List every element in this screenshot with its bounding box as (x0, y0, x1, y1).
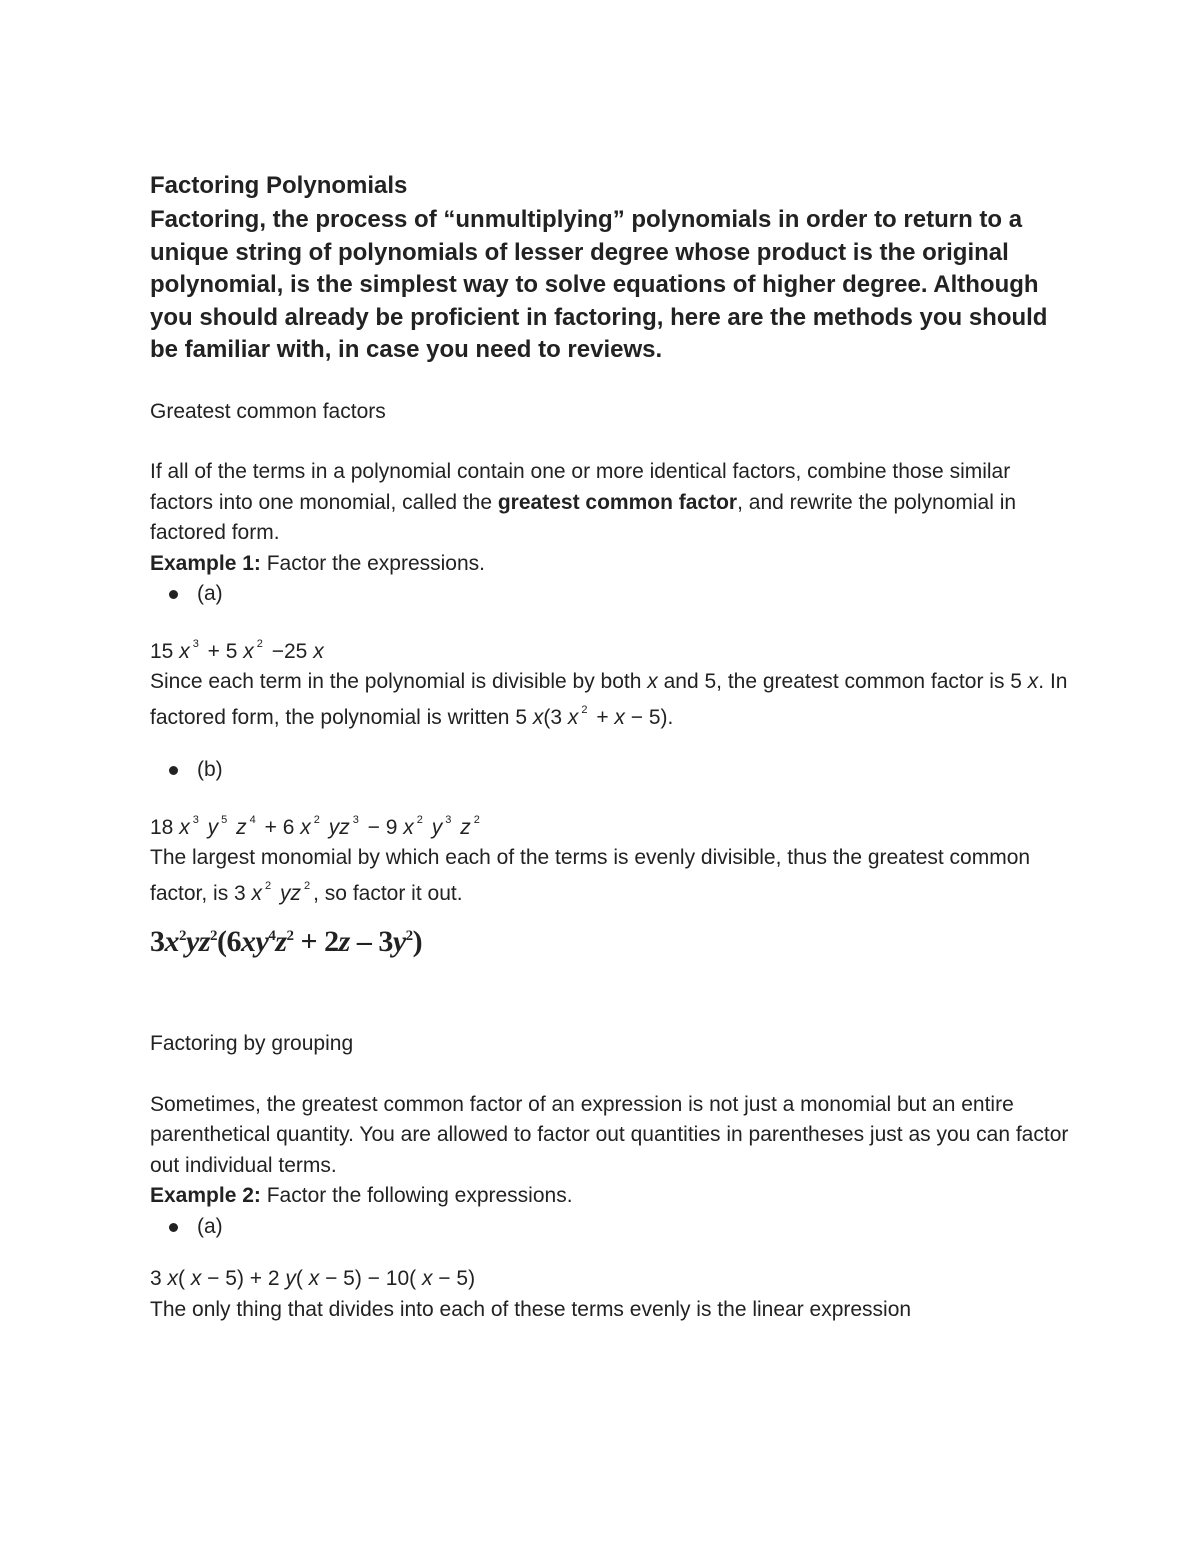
section-heading-grouping: Factoring by grouping (150, 1032, 354, 1055)
list-item-2a (150, 1212, 1070, 1243)
example-1-text: Factor the expressions. (260, 551, 485, 575)
bullet-icon (169, 1223, 178, 1232)
expression-1b: 18 x $^3$ y $^5$ z $^4$ + 6 x $^2$ yz $^3$ − 9 x $^2$ y $^3$ z $^2$ (150, 813, 480, 839)
example-2-label: Example 2: (150, 1184, 261, 1207)
gcf-paragraph (150, 457, 1070, 549)
list-item-label: (b) (197, 758, 223, 781)
section-heading-gcf: Greatest common factors (150, 399, 386, 423)
explanation-text: The largest monomial by which each of the terms is evenly divisible, thus the greatest common factor, is 3 (150, 846, 1031, 905)
expression-1a: 15 x $^3$ + 5 x $^2$ −25 x (150, 637, 324, 663)
expression-2a: 3 x( x − 5) + 2 y( x − 5) − 10( x − 5) (150, 1267, 476, 1290)
example-1-label: Example 1: (150, 551, 261, 575)
page-title: Factoring Polynomials (150, 172, 408, 199)
example-2-line (150, 1181, 1070, 1212)
gcf-term: greatest common factor (497, 490, 738, 514)
variable-x: x (647, 670, 658, 693)
gcf-paragraph-text-end: , and rewrite the polynomial in factored form. (150, 490, 1017, 544)
document-page (150, 168, 1070, 1325)
explanation-text: and 5, the greatest common factor is 5 (657, 670, 1028, 693)
explanation-text: . In factored form, the polynomial is written 5 (150, 670, 1068, 729)
list-item-label: (a) (197, 582, 223, 605)
bullet-icon (169, 590, 178, 599)
list-item-label: (a) (197, 1214, 223, 1238)
example-1-line (150, 549, 1070, 580)
grouping-paragraph: Sometimes, the greatest common factor of an expression is not just a monomial but an entire parenthetical quantity. You are allowed to factor out quantities in parentheses just as you can factor out individual terms. (150, 1092, 1069, 1177)
bullet-icon (169, 766, 178, 775)
example-2-text: Factor the following expressions. (260, 1184, 573, 1207)
gcf-paragraph-text: If all of the terms in a polynomial contain one or more identical factors, combine those similar factors into one monomial, called the (150, 460, 1011, 514)
explanation-1b: The largest monomial by which each of the terms is evenly divisible, thus the greatest common factor, is 3 x $^2$ yz $^2$ , so factor it out. (150, 846, 1031, 905)
explanation-text: , so factor it out. (313, 881, 463, 905)
explanation-text: Since each term in the polynomial is divisible by both (150, 670, 648, 693)
list-item-1a (150, 579, 1070, 610)
explanation-1a: Since each term in the polynomial is divisible by both x and 5, the greatest common factor is 5 x. In factored form, the polynomial is written 5 x(3 x $^2$ + x − 5). (150, 670, 1068, 729)
list-item-1b (150, 755, 1070, 786)
factored-result-image: $3x^2yz^2(6xy^4z^2 + 2z - 3y^2)$ (150, 925, 423, 958)
intro-paragraph: Factoring, the process of “unmultiplying” polynomials in order to return to a unique string of polynomials of lesser degree whose product is the original polynomial, is the simplest way to solve equations of higher degree. Although you should already be proficient in factoring, here are the methods you should be familiar with, in case you need to reviews. (150, 206, 1048, 363)
explanation-2a: The only thing that divides into each of these terms evenly is the linear expression (150, 1297, 912, 1321)
